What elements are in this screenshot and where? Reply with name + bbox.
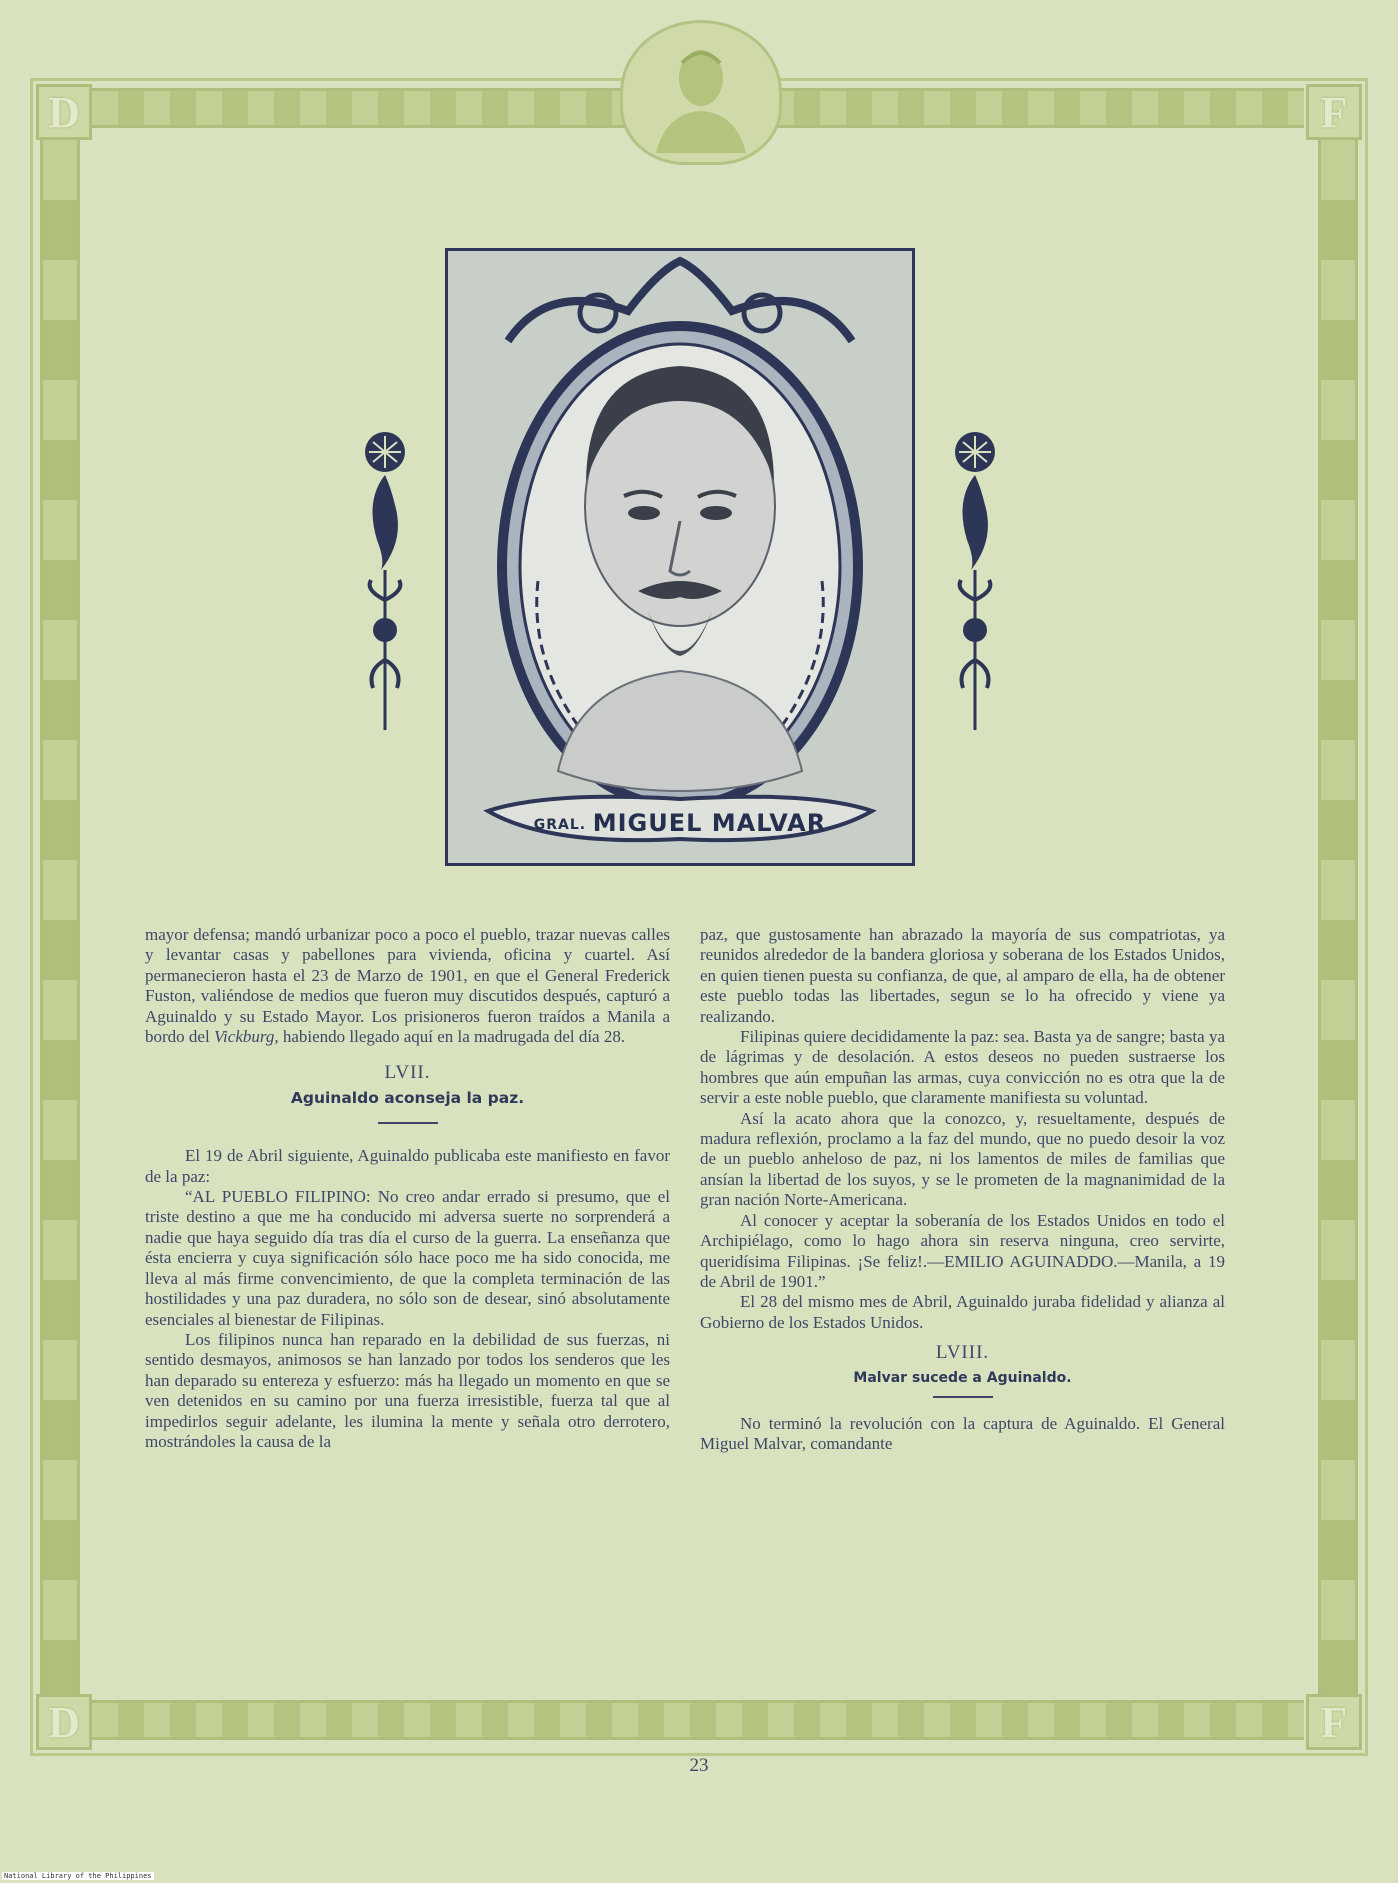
right-flower-ornament-icon: [945, 430, 1005, 730]
right-paragraph-5: El 28 del mismo mes de Abril, Aguinaldo juraba fidelidad y alianza al Gobierno de los Estados Unidos.: [700, 1292, 1225, 1332]
section-number-lvii: LVII.: [384, 1062, 431, 1084]
right-text-column: [700, 925, 1225, 1455]
portrait-medallion: [620, 20, 782, 165]
section-divider: [933, 1396, 993, 1398]
bottom-ornament-band: [92, 1700, 1304, 1740]
corner-letter-top-left: D: [36, 84, 92, 140]
portrait-plate: [445, 248, 915, 866]
section-divider: [378, 1122, 438, 1124]
library-credit: National Library of the Philippines: [4, 1872, 152, 1880]
corner-letter-top-right: F: [1306, 84, 1362, 140]
section-title-lviii: Malvar sucede a Aguinaldo.: [853, 1369, 1072, 1386]
right-paragraph-2: Filipinas quiere decididamente la paz: sea. Basta ya de sangre; basta ya de lágrimas y de desolación. A estos deseos no pueden sustraerse los hombres que aún empuñan las armas, cuya convicción no es otra que la de servir a este noble pueblo, que claramente manifiesta su voluntad.: [700, 1027, 1225, 1108]
corner-letter-bottom-left: D: [36, 1694, 92, 1750]
left-paragraph-4: Los filipinos nunca han reparado en la debilidad de sus fuerzas, ni sentido desmayos, animosos se han lanzado por todos los senderos que les han deparado su entereza y esfuerzo: más ha llegado un momento en que se ven detenidos en su camino por una fuerza irresistible, fuerza tal que al impedirlos seguir adelante, les ilumina la mente y señala otro derrotero, mostrándoles la causa de la: [145, 1329, 670, 1451]
ship-name: Vickburg,: [213, 1027, 279, 1047]
left-ornament-band: [40, 140, 80, 1696]
right-paragraph-3: Así la acato ahora que la conozco, y, resueltamente, después de madura reflexión, proclamo a la faz del mundo, que no puedo desoir la voz de un pueblo anheloso de paz, ni los lamentos de miles de familias que ansían la libertad de los suyos, y se le prometen de la magnanimidad de la gran nación Norte-Americana.: [700, 1108, 1225, 1210]
right-ornament-band: [1318, 140, 1358, 1696]
left-paragraph-3: “AL PUEBLO FILIPINO: No creo andar errado si presumo, que el triste destino a que me ha conducido mi adversa suerte no sorprenderá a nadie que haya seguido día tras día el curso de la guerra. La enseñanza que ésta encierra y cuya significación sólo hace poco me ha sido conocida, me lleva al más firme convencimiento, de que la completa terminación de las hostilidades y una paz duradera, no sólo son de desear, sinó absolutamente esenciales al bienestar de Filipinas.: [145, 1187, 670, 1329]
left-paragraph-1: mayor defensa; mandó urbanizar poco a poco el pueblo, trazar nuevas calles y levantar casas y pabellones para vivienda, oficina y cuartel. Así permanecieron hasta el 23 de Marzo de 1901, en que el General Frederick Fuston, valiéndose de medios que fueron muy discutidos después, capturó a Aguinaldo y su Estado Mayor. Los prisioneros fueron traídos a Manila a bordo del Vickburg, habiendo llegado aquí en la madrugada del día 28.: [145, 925, 670, 1047]
corner-letter-bottom-right: F: [1306, 1694, 1362, 1750]
left-paragraph-2: El 19 de Abril siguiente, Aguinaldo publicaba este manifiesto en favor de la paz:: [145, 1146, 670, 1186]
right-paragraph-1: paz, que gustosamente han abrazado la mayoría de sus compatriotas, ya reunidos alrededor de la bandera gloriosa y soberana de los Estados Unidos, en quien tienen puesta su confianza, de que, al amparo de ella, ha de obtener este pueblo todas las libertades, segun se lo ha ofrecido y viene ya realizando.: [700, 925, 1225, 1026]
right-paragraph-4: Al conocer y aceptar la soberanía de los Estados Unidos en todo el Archipiélago, como lo hago ahora sin reserva ninguna, creo servirte, queridísima Filipinas. ¡Se feliz!.—EMILIO AGUINADDO.—Manila, a 19 de Abril de 1901.”: [700, 1210, 1225, 1291]
left-flower-ornament-icon: [355, 430, 415, 730]
portrait-engraving: [448, 251, 912, 863]
caption-name: MIGUEL MALVAR: [592, 809, 827, 837]
caption-prefix: GRAL.: [533, 817, 587, 833]
right-paragraph-6: No terminó la revolución con la captura de Aguinaldo. El General Miguel Malvar, comandante: [700, 1413, 1225, 1454]
medallion-bust-icon: [646, 33, 756, 153]
portrait-caption: [448, 809, 912, 837]
page-number: 23: [689, 1755, 709, 1776]
section-title-lvii: Aguinaldo aconseja la paz.: [290, 1088, 525, 1107]
left-text-column: [145, 925, 670, 1452]
section-number-lviii: LVIII.: [935, 1342, 990, 1364]
